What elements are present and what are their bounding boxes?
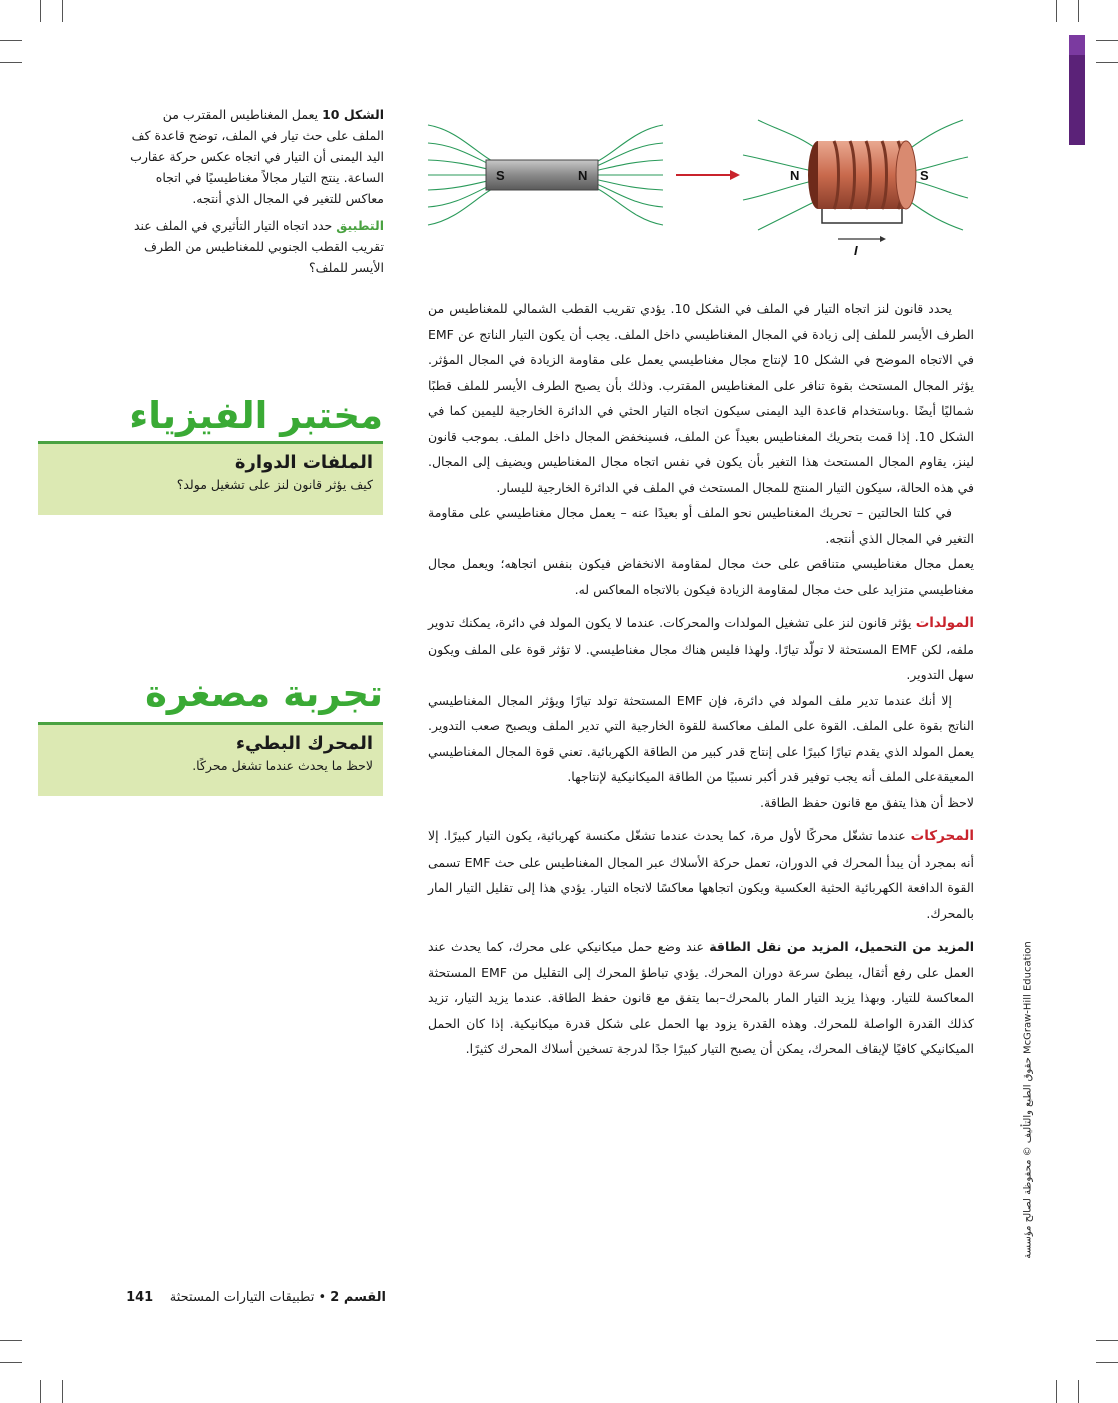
mini-box[interactable] (38, 722, 383, 796)
paragraph-generators-3: لاحظ أن هذا يتفق مع قانون حفظ الطاقة. (760, 794, 974, 810)
crop-mark (0, 1340, 22, 1341)
mini-heading: تجربة مصغرة (145, 672, 383, 715)
crop-mark (0, 40, 22, 41)
footer-bullet: • (318, 1290, 327, 1305)
motors-text: عندما تشغّل محركًا لأول مرة، كما يحدث عندما تشغّل مكنسة كهربائية، يكون التيار كبيرًا. إلا أنه بمجرد أن يبدأ المحرك في الدوران، تعمل حركة الأسلاك عبر المجال المغناطيس على حث EMF تسمى القوة الدافعة الكهربائية الحثية العكسية ويكون اتجاهها معاكسًا لاتجاه التيار. يؤدي هذا إلى تقليل التيار المار بالمحرك. (428, 828, 975, 921)
caption-text: يعمل المغناطيس المقترب من الملف على حث تيار في الملف، توضح قاعدة كف اليد اليمنى أن التيار في اتجاه عكس حركة عقارب الساعة. ينتج التيار مجالاً مغناطيسيًا في اتجاه معاكس للتغير في المجال الذي أنتجه. (130, 107, 384, 206)
crop-mark (0, 1362, 22, 1363)
crop-mark (1056, 0, 1057, 22)
generators-text: يؤثر قانون لنز على تشغيل المولدات والمحركات. عندما لا يكون المولد في دائرة، يمكنك تدوير ملفه، لكن EMF المستحثة لا تولّد تيارًا. ولهذا فليس هناك مجال مغناطيسي. لا تؤثر قوة على الملف ويكون سهل التدوير. (428, 615, 974, 682)
crop-mark (40, 1380, 41, 1403)
paragraph-motors (428, 823, 974, 926)
crop-mark (62, 0, 63, 22)
footer-section: القسم 2 (330, 1290, 386, 1305)
crop-mark (1078, 0, 1079, 22)
lab-title: الملفات الدوارة (234, 452, 373, 473)
crop-mark (1096, 1340, 1118, 1341)
figure-caption (128, 104, 384, 284)
lab-subtitle: كيف يؤثر قانون لنز على تشغيل مولد؟ (176, 477, 373, 492)
apply-label: التطبيق (336, 218, 384, 233)
crop-mark (1056, 1380, 1057, 1403)
apply-text: حدد اتجاه التيار التأثيري في الملف عند تقريب القطب الجنوبي للمغناطيس من الطرف الأيسر للملف؟ (133, 218, 384, 275)
paragraph-both-cases: في كلتا الحالتين – تحريك المغناطيس نحو الملف أو بعيدًا عنه – يعمل مجال مغناطيسي على مقاومة التغير في المجال الذي أنتجه. (428, 505, 974, 546)
page-footer (124, 1290, 386, 1305)
paragraph-generators-2: إلا أنك عندما تدير ملف المولد في دائرة، فإن EMF المستحثة تولد تيارًا ويؤثر المجال المغناطيسي الناتج بقوة على الملف. القوة على الملف معاكسة للقوة الخارجية التي تدير الملف ويصبح صعب التدوير. يعمل المولد الذي يقدم تيارًا كبيرًا على إنتاج قدر كبير من الطاقة الكهربائية. تعني قوة المجال المغناطيسي المعيقةعلى الملف أنه يجب توفير قدر أكبر نسبيًا من الطاقة الميكانيكية لإنتاجها. (428, 692, 974, 784)
motors-heading: المحركات (910, 828, 974, 844)
mini-subtitle: لاحظ ما يحدث عندما تشغل محركًا. (192, 758, 373, 773)
current-label: I (854, 243, 858, 258)
current-arrow-head (880, 236, 886, 242)
coil-n-label: N (790, 168, 800, 183)
lab-heading: مختبر الفيزياء (129, 394, 383, 437)
crop-mark (40, 0, 41, 22)
paragraph-field-change: يعمل مجال مغناطيسي متناقص على حث مجال لمقاومة الانخفاض فيكون بنفس اتجاهه؛ ويعمل مجال مغناطيسي متزايد على حث مجال لمقاومة الزيادة فيكون بالاتجاه المعاكس له. (428, 556, 974, 597)
crop-mark (1096, 1362, 1118, 1363)
page-number: 141 (126, 1290, 154, 1305)
crop-mark (1096, 40, 1118, 41)
motion-arrow-head (730, 170, 740, 180)
crop-mark (1078, 1380, 1079, 1403)
generators-heading: المولدات (915, 615, 974, 631)
chapter-tab (1069, 35, 1085, 145)
footer-title: تطبيقات التيارات المستحثة (169, 1290, 315, 1305)
copyright-vertical (1018, 930, 1038, 1270)
paragraph-load (428, 934, 974, 1062)
caption-fig-label: الشكل 10 (322, 107, 384, 122)
coil-body (818, 141, 906, 209)
magnet-s-label: S (496, 168, 505, 183)
coil-end (896, 141, 916, 209)
coil-s-label: S (920, 168, 929, 183)
load-heading: المزيد من التحميل، المزيد من نقل الطاقة (709, 939, 975, 954)
magnet-n-label: N (578, 168, 588, 183)
paragraph-lenz: يحدد قانون لنز اتجاه التيار في الملف في الشكل 10. يؤدي تقريب القطب الشمالي للمغناطيس من الطرف الأيسر للملف إلى زيادة في المجال المغناطيسي داخل الملف. يجب أن يكون التيار الناتج عن EMF في الاتجاه الموضح في الشكل 10 لإنتاج مجال مغناطيسي يعمل على مقاومة الزيادة في المجال المؤثر. يؤثر المجال المستحث بقوة تنافر على المغناطيس المقترب. وذلك بأن يصبح الطرف الأيسر للملف قطبًا شماليًا أيضًا .وباستخدام قاعدة اليد اليمنى سيكون اتجاه التيار الحثي في الدائرة الخارجية لليمين كما في الشكل 10. إذا قمت بتحريك المغناطيس بعيداً عن الملف، فسينخفض المجال داخل الملف. بموجب قانون لينز، يقاوم المجال المستحث هذا التغير بأن يكون في نفس اتجاه مجال المغناطيس ويضيف إلى المجال. في هذه الحالة، سيكون التيار المنتج للمجال المستحث في الملف في الدائرة الخارجية لليسار. (428, 301, 974, 495)
paragraph-generators (428, 610, 974, 688)
figure-10 (418, 105, 978, 265)
main-text (428, 296, 974, 1062)
caption-paragraph (128, 104, 384, 209)
copyright-text: حقوق الطبع والتأليف © محفوظة لصالح مؤسسة McGraw-Hill Education (1022, 941, 1034, 1259)
circuit-wire (822, 209, 902, 223)
mini-title: المحرك البطيء (235, 733, 373, 754)
crop-mark (0, 62, 22, 63)
crop-mark (62, 1380, 63, 1403)
load-text: عند وضع حمل ميكانيكي على محرك، كما يحدث عند العمل على رفع أثقال، يبطئ سرعة دوران المحرك. يؤدي تباطؤ المحرك إلى التقليل من EMF المستحثة المعاكسة للتيار. وبهذا يزيد التيار المار بالمحرك–بما يتفق مع قانون حفظ الطاقة. عندما يزيد التيار، تزيد كذلك القدرة الواصلة للمحرك. وهذه القدرة يزود بها الحمل على شكل قدرة ميكانيكية. إذا كان الحمل الميكانيكي كافيًا لإيقاف المحرك، يمكن أن يصبح التيار كبيرًا جدًا لدرجة تسخين أسلاك المحرك كثيرًا. (428, 939, 975, 1056)
apply-paragraph (128, 215, 384, 278)
lab-box[interactable] (38, 441, 383, 515)
crop-mark (1096, 62, 1118, 63)
